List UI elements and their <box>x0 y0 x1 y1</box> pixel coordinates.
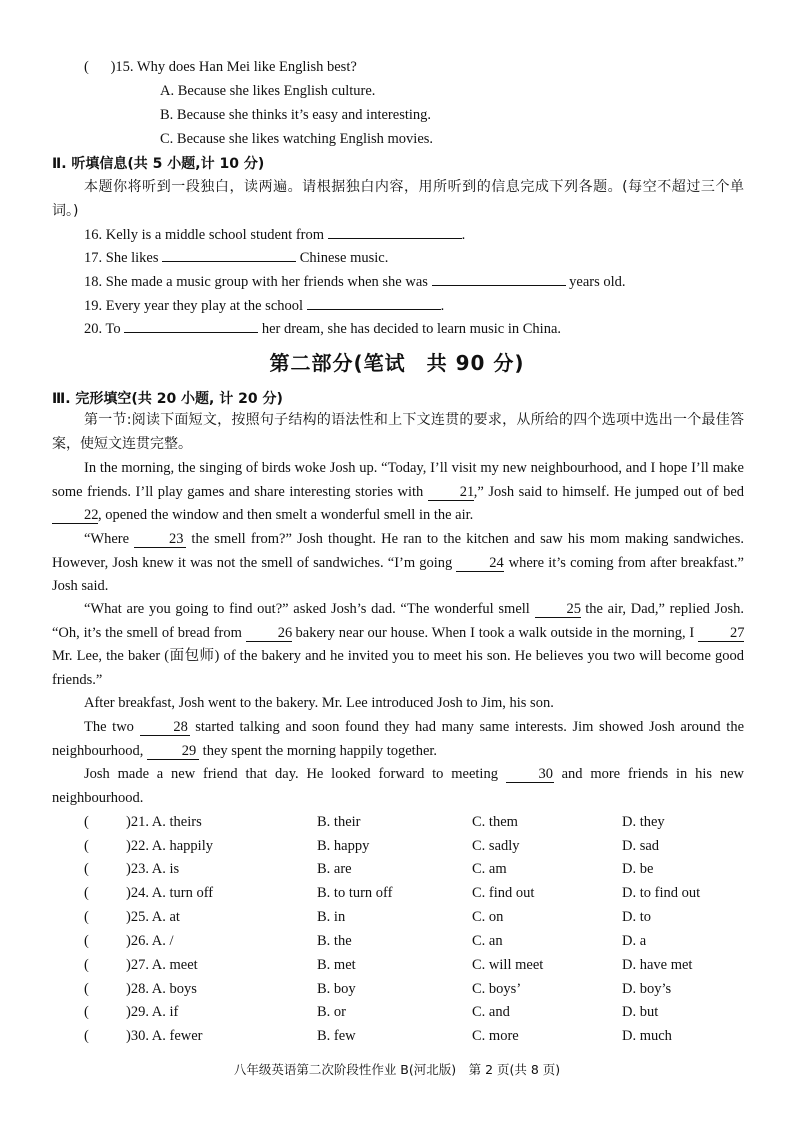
cloze-blank-24[interactable]: 24 <box>456 555 504 572</box>
option-d[interactable]: D. a <box>622 933 647 949</box>
cloze-blank-21[interactable]: 21 <box>428 484 474 501</box>
option-d[interactable]: D. much <box>622 1028 672 1044</box>
passage-paragraph-1: In the morning, the singing of birds woke Josh up. “Today, I’ll visit my new neighbourhood, and I hope I’ll make some friends. I’ll play games and share interesting stories with 21,” Josh said to himself. He jumped out of bed 22, opened the window and then smelt a wonderful smell in the air. <box>52 460 745 523</box>
answer-paren: ( <box>84 933 89 949</box>
option-b[interactable]: B. met <box>317 957 356 973</box>
fill-item-20: 20. To her dream, she has decided to learn music in China. <box>84 318 561 338</box>
option-row-30 <box>84 1028 764 1050</box>
section-3-instructions: 第一节:阅读下面短文，按照句子结构的语法性和上下文连贯的要求，从所给的四个选项中选出一个最佳答案，使短文连贯完整。 <box>52 412 744 452</box>
option-a[interactable]: )24. A. turn off <box>126 885 214 901</box>
option-d[interactable]: D. to find out <box>622 885 701 901</box>
option-b[interactable]: B. boy <box>317 981 356 997</box>
cloze-blank-26[interactable]: 26 <box>246 625 292 642</box>
page-footer: 八年级英语第二次阶段性作业 B(河北版) 第 2 页(共 8 页) <box>233 1062 561 1077</box>
option-row-21 <box>84 814 764 836</box>
answer-paren: ( <box>84 957 89 973</box>
option-b[interactable]: B. happy <box>317 838 370 854</box>
option-row-28 <box>84 981 764 1003</box>
option-a[interactable]: )22. A. happily <box>126 838 213 854</box>
cloze-blank-22[interactable]: 22 <box>52 507 98 524</box>
answer-paren: ( <box>84 909 89 925</box>
option-row-24 <box>84 885 764 907</box>
answer-blank[interactable] <box>307 295 441 310</box>
option-b[interactable]: B. to turn off <box>317 885 393 901</box>
cloze-blank-27[interactable]: 27 <box>698 625 744 642</box>
cloze-blank-25[interactable]: 25 <box>535 601 581 618</box>
answer-paren: ( <box>84 861 89 877</box>
passage-paragraph-3: “What are you going to find out?” asked Josh’s dad. “The wonderful smell 25 the air, Dad,” replied Josh. “Oh, it’s the smell of bread from 26 bakery near our house. When I took a walk outside in the morning, I 27 Mr. Lee, the baker (面包师) of the bakery and he invited you to meet his son. He believes you two will become good friends.” <box>52 601 745 688</box>
option-a[interactable]: )21. A. theirs <box>126 814 202 830</box>
section-2-title: Ⅱ. 听填信息(共 5 小题,计 10 分) <box>52 156 265 172</box>
answer-blank[interactable] <box>328 224 462 239</box>
option-c[interactable]: C. boys’ <box>472 981 522 997</box>
option-d[interactable]: D. to <box>622 909 651 925</box>
option-c[interactable]: C. sadly <box>472 838 520 854</box>
option-a[interactable]: )28. A. boys <box>126 981 197 997</box>
option-row-27 <box>84 957 764 979</box>
question-15-option-c: C. Because she likes watching English movies. <box>160 131 434 147</box>
option-b[interactable]: B. or <box>317 1004 346 1020</box>
answer-blank[interactable] <box>162 247 296 262</box>
option-d[interactable]: D. boy’s <box>622 981 672 997</box>
part-2-title: 第二部分(笔试 共 90 分) <box>269 351 525 375</box>
option-c[interactable]: C. an <box>472 933 503 949</box>
cloze-blank-30[interactable]: 30 <box>506 766 554 783</box>
option-b[interactable]: B. the <box>317 933 352 949</box>
option-d[interactable]: D. be <box>622 861 654 877</box>
cloze-blank-23[interactable]: 23 <box>134 531 186 548</box>
question-15-option-a: A. Because she likes English culture. <box>160 83 376 99</box>
option-a[interactable]: )25. A. at <box>126 909 180 925</box>
option-b[interactable]: B. are <box>317 861 352 877</box>
question-15-stem: )15. Why does Han Mei like English best? <box>110 59 357 75</box>
option-c[interactable]: C. them <box>472 814 518 830</box>
passage-paragraph-4: After breakfast, Josh went to the bakery. Mr. Lee introduced Josh to Jim, his son. <box>84 695 554 711</box>
section-2-instructions: 本题你将听到一段独白，读两遍。请根据独白内容，用所听到的信息完成下列各题。(每空不超过三个单词。) <box>52 179 744 219</box>
option-a[interactable]: )30. A. fewer <box>126 1028 203 1044</box>
option-d[interactable]: D. have met <box>622 957 693 973</box>
option-d[interactable]: D. but <box>622 1004 659 1020</box>
fill-item-19: 19. Every year they play at the school . <box>84 295 444 315</box>
passage-paragraph-2: “Where 23 the smell from?” Josh thought. He ran to the kitchen and saw his mom making sandwiches. However, Josh knew it was not the smell of sandwiches. “I’m going 24 where it’s coming from after breakfast.” Josh said. <box>52 531 745 594</box>
answer-paren: ( <box>84 59 89 75</box>
answer-paren: ( <box>84 981 89 997</box>
option-c[interactable]: C. will meet <box>472 957 544 973</box>
passage-paragraph-6: Josh made a new friend that day. He looked forward to meeting 30 and more friends in his new neighbourhood. <box>52 766 744 806</box>
fill-item-17: 17. She likes Chinese music. <box>84 247 388 267</box>
option-a[interactable]: )27. A. meet <box>126 957 198 973</box>
option-b[interactable]: B. in <box>317 909 346 925</box>
option-c[interactable]: C. and <box>472 1004 510 1020</box>
answer-paren: ( <box>84 838 89 854</box>
option-row-22 <box>84 838 764 860</box>
option-row-26 <box>84 933 764 955</box>
option-d[interactable]: D. they <box>622 814 665 830</box>
fill-item-16: 16. Kelly is a middle school student from . <box>84 224 465 244</box>
answer-paren: ( <box>84 814 89 830</box>
answer-paren: ( <box>84 1004 89 1020</box>
question-15-option-b: B. Because she thinks it’s easy and interesting. <box>160 107 432 123</box>
option-b[interactable]: B. their <box>317 814 361 830</box>
answer-blank[interactable] <box>432 271 566 286</box>
option-row-25 <box>84 909 764 931</box>
cloze-blank-29[interactable]: 29 <box>147 743 199 760</box>
option-d[interactable]: D. sad <box>622 838 660 854</box>
answer-blank[interactable] <box>124 318 258 333</box>
option-c[interactable]: C. am <box>472 861 507 877</box>
answer-paren: ( <box>84 885 89 901</box>
option-c[interactable]: C. more <box>472 1028 519 1044</box>
option-a[interactable]: )23. A. is <box>126 861 180 877</box>
section-3-title: Ⅲ. 完形填空(共 20 小题, 计 20 分) <box>52 391 283 407</box>
fill-item-18: 18. She made a music group with her friends when she was years old. <box>84 271 626 291</box>
option-b[interactable]: B. few <box>317 1028 356 1044</box>
question-15 <box>84 59 357 76</box>
option-row-29 <box>84 1004 764 1026</box>
option-c[interactable]: C. find out <box>472 885 535 901</box>
cloze-blank-28[interactable]: 28 <box>140 719 190 736</box>
passage-paragraph-5: The two 28 started talking and soon found they had many same interests. Jim showed Josh around the neighbourhood, 29 they spent the morning happily together. <box>52 719 745 759</box>
option-a[interactable]: )26. A. / <box>126 933 174 949</box>
option-row-23 <box>84 861 764 883</box>
option-a[interactable]: )29. A. if <box>126 1004 179 1020</box>
option-c[interactable]: C. on <box>472 909 504 925</box>
answer-paren: ( <box>84 1028 89 1044</box>
